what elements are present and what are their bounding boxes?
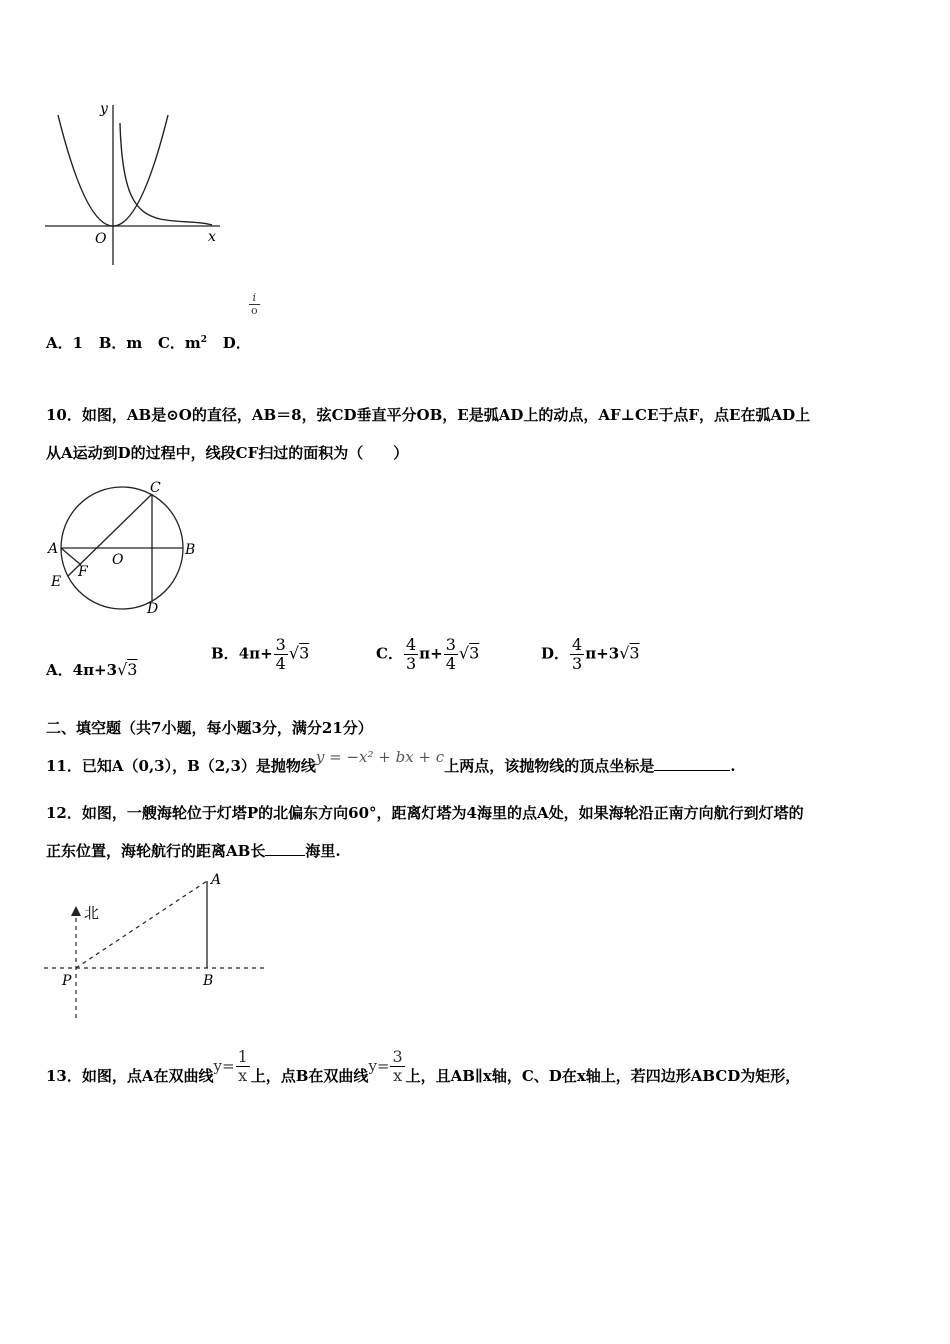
q10-line1: 10．如图，AB是⊙O的直径，AB＝8，弦CD垂直平分OB，E是弧AD上的动点，AF⊥CE于点F，点E在弧AD上 [46,406,811,424]
frac-3-4: $\frac{3}{4}$ [275,635,286,673]
label-c: C [150,480,161,496]
y-axis-label: y [100,101,108,117]
q10-option-d: D． $\frac{4}{3}$ π+3√3 [541,635,640,673]
circle-figure [44,478,214,623]
q12-line2: 正东位置，海轮航行的距离AB长 海里. [46,842,341,860]
label-f: F [78,564,88,580]
q13-formula-2: y= $\frac{3}{x}$ [368,1047,403,1085]
origin-label: O [95,231,107,247]
frac-3-4: $\frac{3}{4}$ [445,635,456,673]
parabola-hyperbola-figure [40,95,230,270]
q11-formula: y = −x² + bx + c [315,748,445,766]
q12-answer-blank[interactable] [265,855,305,856]
frac-4-3: $\frac{4}{3}$ [405,635,417,673]
section-2-title: 二、填空题（共7小题，每小题3分，满分21分） [46,719,373,737]
label-o: O [112,552,124,568]
q10-option-a: A．4π+3√3 [46,660,138,679]
x-axis-label: x [208,229,216,245]
q11: 11．已知A（0,3），B（2,3）是抛物线y = −x² + bx + c上两点，该抛物线的顶点坐标是 . [46,748,736,775]
small-fraction-num: i [249,292,260,305]
small-fraction-den: o [251,304,258,317]
q9-option-b: B．m [98,334,143,352]
label-a: A [211,872,222,888]
north-arrow-icon [71,906,81,916]
q9-option-a: A．1 [46,334,84,352]
q10-option-b: B．4π+ $\frac{3}{4}$ √3 [211,635,310,673]
q10-option-c: C． $\frac{4}{3}$ π+ $\frac{3}{4}$ √3 [376,635,480,673]
q9-option-c: C．$m^2$ [157,334,208,352]
label-b: B [185,542,196,558]
north-label: 北 [84,904,100,922]
segment-af [61,548,81,565]
label-d: D [147,601,159,617]
lighthouse-figure [40,868,270,1028]
label-a: A [48,541,59,557]
q10-line2: 从A运动到D的过程中，线段CF扫过的面积为（ ） [46,444,409,462]
q12-line1: 12．如图，一艘海轮位于灯塔P的北偏东方向60°，距离灯塔为4海里的点A处，如果海轮沿正南方向航行到灯塔的 [46,804,804,822]
q9-options [46,330,251,353]
segment-pa [76,881,207,968]
q13-formula-1: y= $\frac{1}{x}$ [213,1047,248,1085]
small-fraction [249,292,260,317]
frac-4-3: $\frac{4}{3}$ [572,635,583,673]
q11-answer-blank[interactable] [654,770,730,771]
label-p: P [62,973,72,989]
label-e: E [51,574,62,590]
label-b: B [203,973,214,989]
q9-option-d: D． [222,334,251,352]
q13: 13．如图，点A在双曲线y= $\frac{1}{x}$ 上，点B在双曲线y= $\frac{3}{x}$ 上，且AB∥x轴，C、D在x轴上，若四边形ABCD为矩形， [46,1047,801,1085]
